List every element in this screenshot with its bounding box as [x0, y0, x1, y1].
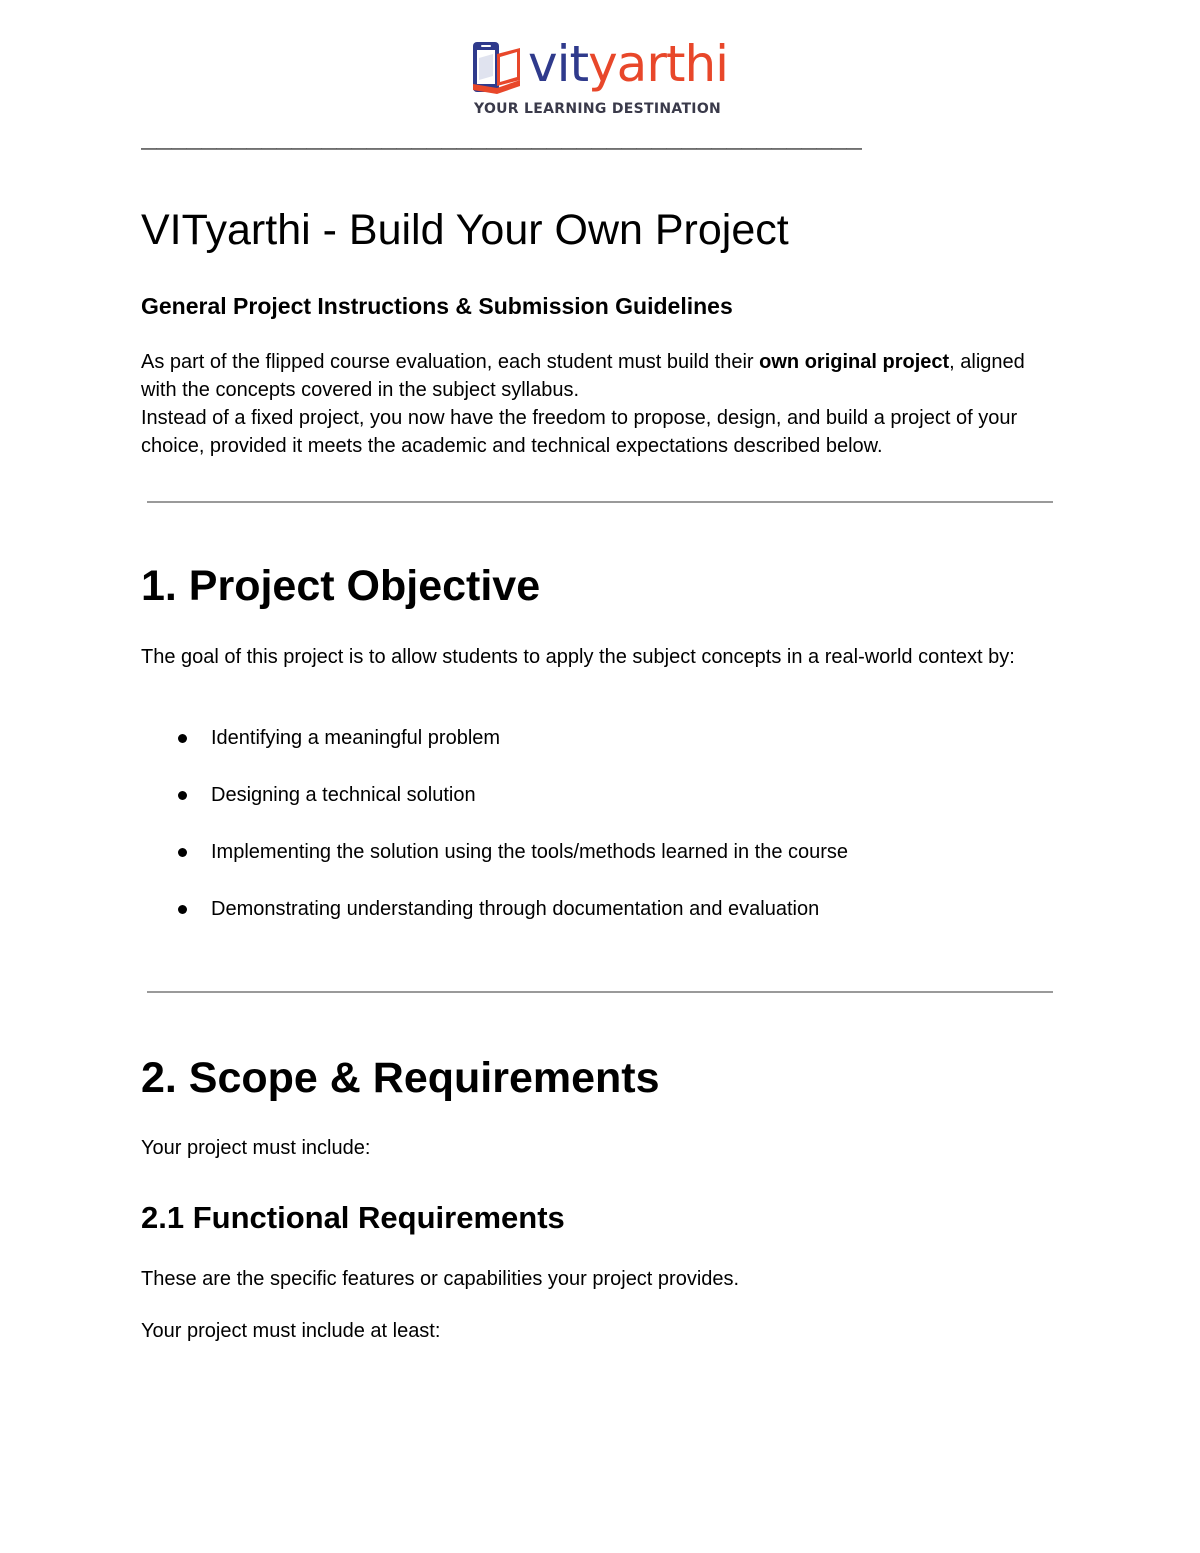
brand-part-yarthi: yarthi	[588, 35, 729, 93]
intro-paragraph	[141, 348, 1061, 460]
list-item-text: Identifying a meaningful problem	[211, 727, 501, 749]
book-phone-icon	[470, 40, 526, 96]
intro-bold-text: own original project	[759, 351, 950, 373]
vityarthi-logo	[470, 35, 740, 122]
section-2-text: Your project must include:	[141, 1137, 371, 1159]
intro-text-1: As part of the flipped course evaluation, each student must build their	[141, 351, 760, 373]
document-title: VITyarthi - Build Your Own Project	[141, 206, 789, 254]
section-1-heading: 1. Project Objective	[141, 562, 541, 610]
section-2-1-heading: 2.1 Functional Requirements	[141, 1200, 565, 1235]
brand-part-vit: vit	[528, 35, 589, 93]
section-2-heading: 2. Scope & Requirements	[141, 1054, 660, 1102]
section-1-text: The goal of this project is to allow students to apply the subject concepts in a real-world context by:	[141, 646, 1015, 668]
header-dash-rule: ————————————————————————————————————————————————	[141, 140, 861, 157]
bullet-icon	[178, 791, 187, 800]
list-item-text: Implementing the solution using the tools/methods learned in the course	[211, 841, 849, 863]
section-2-1-text-2: Your project must include at least:	[141, 1320, 441, 1342]
document-subtitle: General Project Instructions & Submission Guidelines	[141, 293, 733, 319]
divider-1	[147, 501, 1053, 503]
brand-tagline: YOUR LEARNING DESTINATION	[474, 101, 722, 117]
intro-text-3: Instead of a fixed project, you now have the freedom to propose, design, and build a project of your choice, provided it meets the academic and technical expectations described below.	[141, 407, 1018, 457]
bullet-icon	[178, 848, 187, 857]
intro-text-2: , aligned with the concepts covered in the subject syllabus.	[141, 351, 1025, 401]
divider-2	[147, 991, 1053, 993]
list-item-text: Demonstrating understanding through documentation and evaluation	[211, 898, 820, 920]
bullet-icon	[178, 734, 187, 743]
brand-wordmark	[528, 32, 728, 96]
section-2-1-text-1: These are the specific features or capabilities your project provides.	[141, 1268, 740, 1290]
bullet-icon	[178, 905, 187, 914]
list-item-text: Designing a technical solution	[211, 784, 476, 806]
